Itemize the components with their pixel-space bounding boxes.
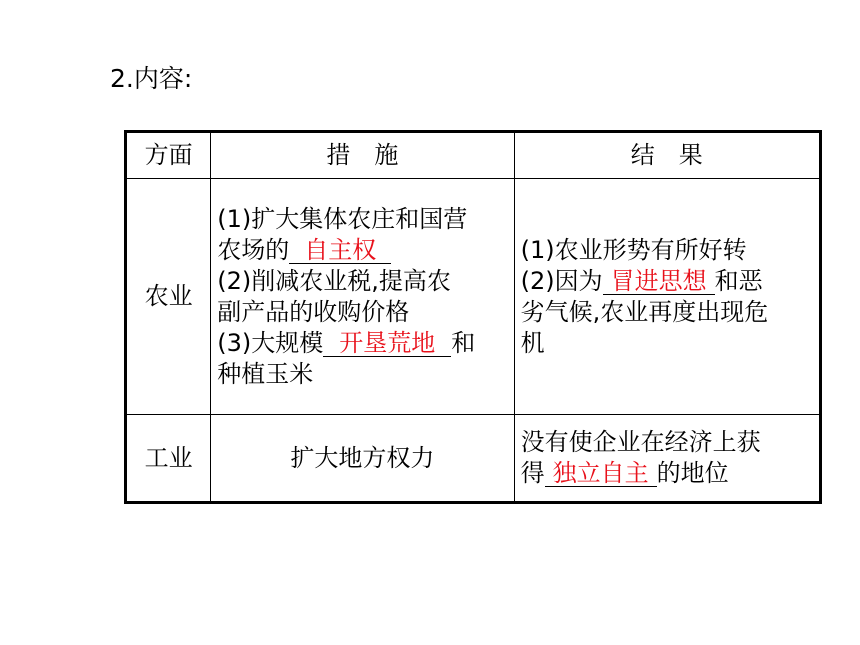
answer-blank-independence: 独立自主 (545, 460, 657, 487)
result-2-prefix: (2)因为 (520, 266, 603, 295)
section-heading: 2.内容: (110, 64, 193, 93)
industry-result (514, 415, 820, 503)
measure-3-line-1 (217, 328, 507, 359)
industry-result-prefix: 得 (520, 459, 545, 487)
header-results: 结 果 (514, 132, 820, 179)
aspect-agriculture: 农业 (126, 179, 211, 415)
measure-2-line-2: 副产品的收购价格 (217, 297, 410, 326)
measure-2-line-1: (2)削减农业税,提高农 (217, 266, 451, 295)
industry-measure: 扩大地方权力 (211, 415, 514, 503)
industry-result-line-1: 没有使企业在经济上获 (520, 428, 761, 456)
table-row-agriculture (126, 179, 821, 415)
result-2-suffix: 和恶 (714, 266, 763, 295)
result-2-line-1 (521, 266, 813, 297)
table-row-industry (126, 415, 821, 503)
answer-blank-rash-thinking: 冒进思想 (603, 268, 715, 295)
header-aspect: 方面 (126, 132, 211, 179)
result-2-line-2: 劣气候,农业再度出现危 (520, 297, 769, 326)
measure-3-line-2: 种植玉米 (217, 359, 314, 388)
result-2-line-3: 机 (520, 328, 545, 357)
answer-blank-autonomy: 自主权 (289, 237, 391, 264)
aspect-industry: 工业 (126, 415, 211, 503)
measure-3-suffix: 和 (451, 328, 476, 357)
industry-result-suffix: 的地位 (656, 459, 729, 487)
measure-1-line-2 (217, 235, 507, 266)
table-header-row (126, 132, 821, 179)
measure-1-prefix: 农场的 (217, 235, 290, 264)
measure-1-line-1: (1)扩大集体农庄和国营 (217, 204, 468, 233)
content-table (124, 130, 822, 504)
industry-result-line-2 (521, 458, 813, 489)
result-1: (1)农业形势有所好转 (520, 235, 747, 264)
measure-3-prefix: (3)大规模 (217, 328, 324, 357)
agriculture-measures (211, 179, 514, 415)
answer-blank-reclaim-land: 开垦荒地 (323, 330, 451, 357)
header-measures: 措 施 (211, 132, 514, 179)
agriculture-results (514, 179, 820, 415)
